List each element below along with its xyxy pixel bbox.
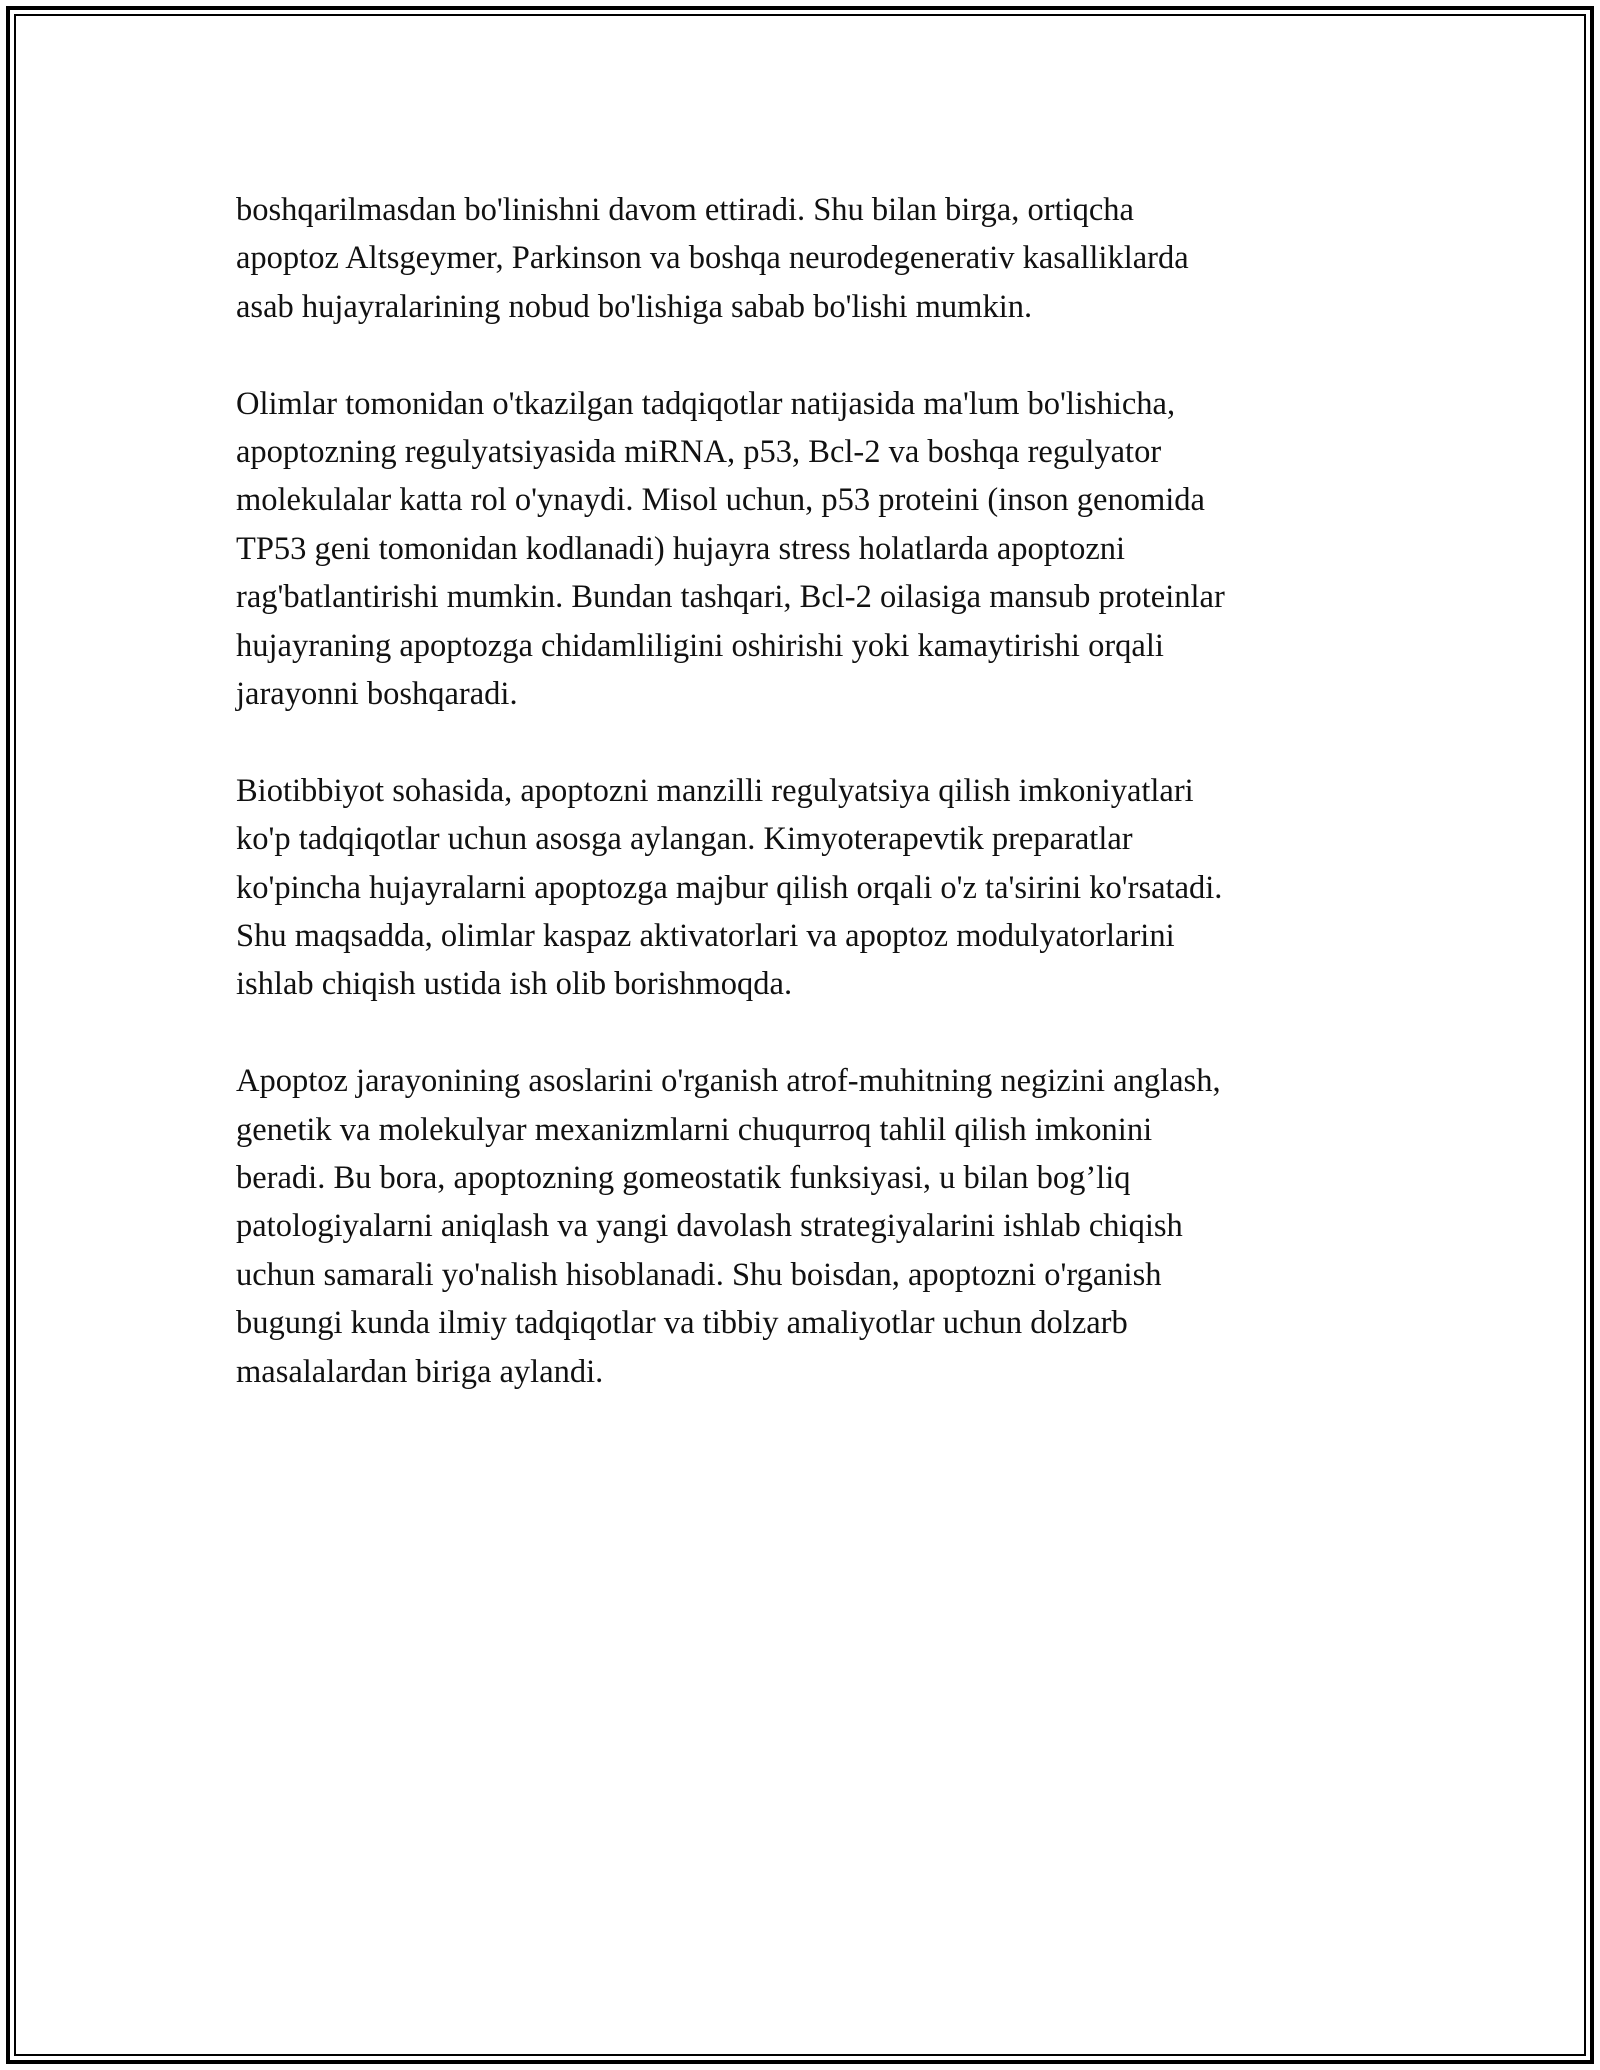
text-line: rag'batlantirishi mumkin. Bundan tashqari, Bcl-2 oilasiga mansub proteinlar bbox=[236, 579, 1225, 616]
text-line: uchun samarali yo'nalish hisoblanadi. Shu boisdan, apoptozni o'rganish bbox=[236, 1256, 1162, 1293]
text-line: asab hujayralarining nobud bo'lishiga sabab bo'lishi mumkin. bbox=[236, 288, 1033, 325]
text-line: ko'p tadqiqotlar uchun asosga aylangan. Kimyoterapevtik preparatlar bbox=[236, 821, 1133, 858]
paragraph-3 bbox=[236, 767, 1376, 1009]
text-line: Olimlar tomonidan o'tkazilgan tadqiqotlar natijasida ma'lum bo'lishicha, bbox=[236, 385, 1176, 422]
text-line: boshqarilmasdan bo'linishni davom ettiradi. Shu bilan birga, ortiqcha bbox=[236, 192, 1134, 228]
paragraph-2 bbox=[236, 380, 1376, 719]
text-line: hujayraning apoptozga chidamliligini oshirishi yoki kamaytirishi orqali bbox=[236, 627, 1164, 664]
text-line: beradi. Bu bora, apoptozning gomeostatik funksiyasi, u bilan bog’liq bbox=[236, 1160, 1131, 1197]
text-line: Shu maqsadda, olimlar kaspaz aktivatorlari va apoptoz modulyatorlarini bbox=[236, 918, 1175, 955]
text-line: patologiyalarni aniqlash va yangi davolash strategiyalarini ishlab chiqish bbox=[236, 1208, 1183, 1245]
text-line: ishlab chiqish ustida ish olib borishmoqda. bbox=[236, 966, 793, 1003]
text-line: bugungi kunda ilmiy tadqiqotlar va tibbiy amaliyotlar uchun dolzarb bbox=[236, 1305, 1128, 1342]
text-line: TP53 geni tomonidan kodlanadi) hujayra stress holatlarda apoptozni bbox=[236, 530, 1126, 567]
text-line: apoptoz Altsgeymer, Parkinson va boshqa neurodegenerativ kasalliklarda bbox=[236, 240, 1189, 277]
document-body bbox=[236, 186, 1376, 1445]
text-line: ko'pincha hujayralarni apoptozga majbur qilish orqali o'z ta'sirini ko'rsatadi. bbox=[236, 869, 1223, 906]
paragraph-4 bbox=[236, 1057, 1376, 1396]
text-line: Apoptoz jarayonining asoslarini o'rganish atrof-muhitning negizini anglash, bbox=[236, 1063, 1221, 1100]
text-line: apoptozning regulyatsiyasida miRNA, p53, Bcl-2 va boshqa regulyator bbox=[236, 434, 1162, 471]
text-line: molekulalar katta rol o'ynaydi. Misol uchun, p53 proteini (inson genomida bbox=[236, 482, 1205, 519]
text-line: jarayonni boshqaradi. bbox=[236, 676, 518, 713]
text-line: Biotibbiyot sohasida, apoptozni manzilli regulyatsiya qilish imkoniyatlari bbox=[236, 772, 1194, 809]
text-line: genetik va molekulyar mexanizmlarni chuqurroq tahlil qilish imkonini bbox=[236, 1111, 1153, 1148]
paragraph-1 bbox=[236, 186, 1376, 331]
text-line: masalalardan biriga aylandi. bbox=[236, 1353, 604, 1390]
